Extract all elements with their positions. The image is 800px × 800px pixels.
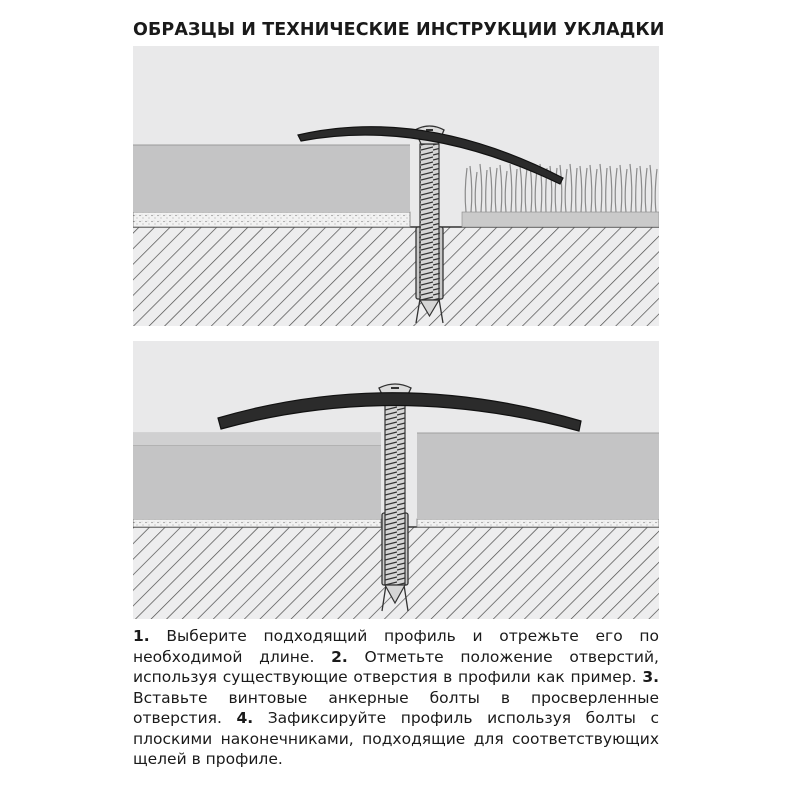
step-1-text: Выберите подходящий профиль и отрежьте его по необходимой длине. xyxy=(133,627,659,666)
step-3-number: 3. xyxy=(642,668,659,686)
installation-instructions xyxy=(133,626,659,770)
installation-diagram-laminate-to-carpet xyxy=(133,46,659,326)
step-3-text: Вставьте винтовые анкерные болты в просверленные отверстия. xyxy=(133,688,659,727)
step-4-text: Зафиксируйте профиль используя болты с плоскими наконечниками, подходящие для соответствующих щелей в профиле. xyxy=(133,709,659,768)
step-1-number: 1. xyxy=(133,627,150,645)
step-2-text: Отметьте положение отверстий, используя существующие отверстия в профили как пример. xyxy=(133,647,659,686)
installation-diagram-laminate-to-laminate xyxy=(133,341,659,619)
step-4-number: 4. xyxy=(236,709,254,727)
page-title: ОБРАЗЦЫ И ТЕХНИЧЕСКИЕ ИНСТРУКЦИИ УКЛАДКИ xyxy=(133,20,665,40)
step-2-number: 2. xyxy=(331,647,348,666)
